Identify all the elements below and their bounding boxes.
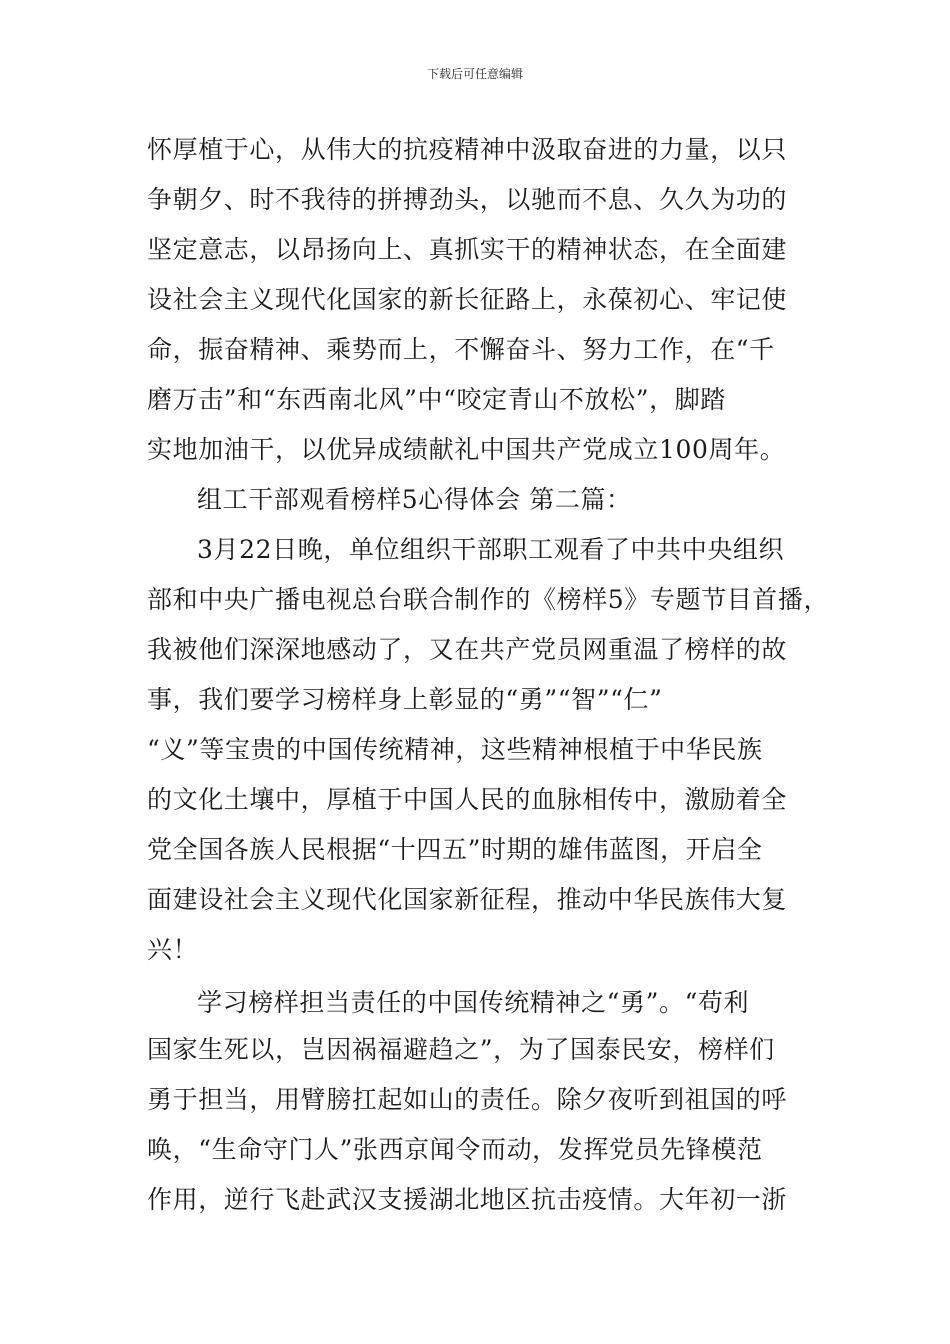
body-line: 怀厚植于心，从伟大的抗疫精神中汲取奋进的力量，以只 [147, 135, 788, 164]
body-line: 面建设社会主义现代化国家新征程，推动中华民族伟大复 [147, 885, 788, 914]
body-line: 实地加油干，以优异成绩献礼中国共产党成立100周年。 [147, 435, 786, 464]
body-line: 设社会主义现代化国家的新长征路上，永葆初心、牢记使 [147, 285, 788, 314]
body-line: 命，振奋精神、乘势而上，不懈奋斗、努力工作，在“千 [147, 335, 775, 364]
body-line: 我被他们深深地感动了，又在共产党员网重温了榜样的故 [147, 635, 788, 664]
body-line: 勇于担当，用臂膀扛起如山的责任。除夕夜听到祖国的呼 [147, 1085, 788, 1114]
body-line: 3月22日晚，单位组织干部职工观看了中共中央组织 [197, 535, 785, 564]
body-line: 唤，“生命守门人”张西京闻令而动，发挥党员先锋模范 [147, 1135, 763, 1164]
body-line: 磨万击”和“东西南北风”中“咬定青山不放松”，脚踏 [147, 385, 726, 414]
body-line: 争朝夕、时不我待的拼搏劲头，以驰而不息、久久为功的 [147, 185, 788, 214]
body-line: 部和中央广播电视总台联合制作的《榜样5》专题节目首播， [147, 585, 830, 614]
section-heading: 组工干部观看榜样5心得体会 第二篇： [197, 485, 632, 514]
body-line: 坚定意志，以昂扬向上、真抓实干的精神状态，在全面建 [147, 235, 788, 264]
page-header: 下载后可任意编辑 [426, 67, 523, 81]
body-line: 兴！ [147, 935, 199, 964]
body-line: “义”等宝贵的中国传统精神，这些精神根植于中华民族 [147, 735, 763, 764]
body-line: 作用，逆行飞赴武汉支援湖北地区抗击疫情。大年初一浙 [147, 1185, 788, 1214]
body-line: 学习榜样担当责任的中国传统精神之“勇”。“苟利 [197, 988, 750, 1017]
body-line: 国家生死以，岂因祸福避趋之”，为了国泰民安，榜样们 [147, 1035, 775, 1064]
body-line: 事，我们要学习榜样身上彰显的“勇”“智”“仁” [147, 685, 663, 714]
body-line: 党全国各族人民根据“十四五”时期的雄伟蓝图，开启全 [147, 835, 763, 864]
body-line: 的文化土壤中，厚植于中国人民的血脉相传中，激励着全 [147, 785, 788, 814]
